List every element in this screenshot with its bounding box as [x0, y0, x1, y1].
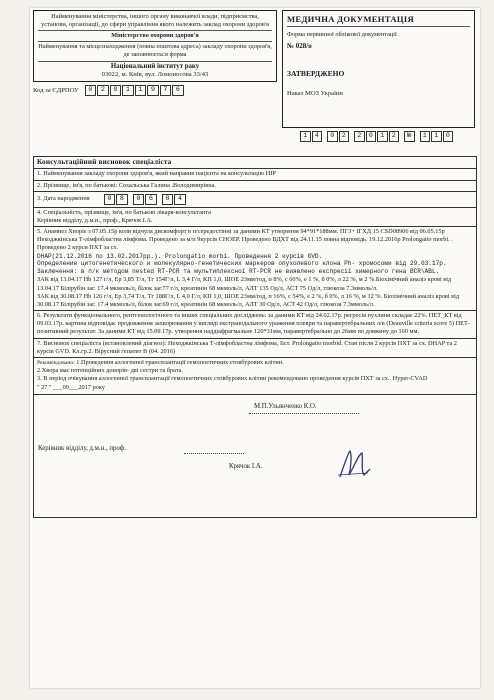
item-1: 1. Найменування закладу охорони здоров'я, який направив пацієнта на консультацію НІР: [33, 169, 477, 180]
order-digit: 1: [431, 131, 442, 142]
item-2: 2. Прізвище, ім'я, по батькові: Сохальська Галина .Володимирівна.: [33, 181, 477, 192]
signer-1-line: [249, 413, 359, 414]
rec-label: Рекомендовано:: [37, 359, 75, 366]
item-7: [33, 339, 477, 358]
birthdate-digit: 0: [104, 194, 116, 205]
consult-section: [33, 156, 477, 518]
document-sheet: [30, 8, 480, 688]
item-5-cytogenetics: Определение цитогенетического и молекулярно-генетических маркеров опухолевого клона Ph- хромосоми від 29.03.17р. Заключення: в п/к методом nested RT-PCR та мультиплексної RT-PCR не виявлено експресії химерного гена BCR\ABL.: [37, 260, 447, 276]
edrpou-digit: 1: [135, 85, 147, 96]
rec-1-line: [37, 359, 473, 367]
edrpou-digit: 9: [147, 85, 159, 96]
header-right: [282, 10, 475, 142]
order-digit: 0: [366, 131, 377, 142]
facility-address: 03022, м. Київ, вул. Ломоносова 33/43: [101, 71, 209, 79]
birthdate-cells: [104, 194, 187, 205]
handwritten-signature: [334, 445, 374, 485]
order-digit: 4: [312, 131, 323, 142]
item-5-lab-1: ЗАК від 13.04.17 Hb 127 г/л, Ер 3,85 Т/л, Тг 154Г/л, L 3,4 Г/л, КП 1,0, ШОЕ 23мм/год, п 8%, с 60%, е 1 %, б 0%, л 22 %, м 2 %.Біохімічний аналіз крові від 13.04.17 Білірубін заг. 17.4 мкмоль/л, білок заг.77 г/л, креатинін 68 мкмоль/л, АЛТ 135 Од/л, АСТ 75 Од/л, глюкоза 7.3ммоль/л.: [37, 276, 452, 292]
edrpou-digit: 0: [110, 85, 122, 96]
item-4-label: 4. Спеціальність, прізвище, ім'я, по батькові лікаря-консультанта: [37, 208, 211, 216]
item-7-diagnosis: 7. Висновок спеціаліста (встановлений діагноз): Неходжкінська Т-лімфобластна лімфома, Ііст. Prolongatio morbid. Стан після 2 курсів ПХТ за сх. DHAP та 2 курсів GVD. Кл.гр.2. Вірусний гепатит В (04. 2016): [37, 339, 457, 355]
head-sign-line: [184, 453, 244, 454]
item-5-therapy: DHAP(21.12.2016 по 13.02.2017рр.). Prolongatio morbi. Проведення 2 курсів GVD.: [37, 252, 323, 260]
item-5: [33, 227, 477, 311]
signature-area: [33, 395, 477, 518]
birthdate-label: 3. Дата народження: [37, 195, 90, 203]
birthdate-digit: 6: [145, 194, 157, 205]
head-label: Керівник відділу, д.м.н., проф.: [38, 444, 126, 452]
form-label: Форма первинної облікової документації: [287, 31, 397, 38]
order-digit: 2: [339, 131, 350, 142]
item-5-anamnesis: 5. Анамнез Хворіє з 07.05.15р коли відчула дискомфорт в п/середостінні за даними КТ утворення 94*91*188мм. ПГЗ+ ІГХД 15 CSD08906 від 06.05.15р Неходжкінська Т-лімфобластна лімфома. Проведено за м/п 9курсів CHOEP. Проведено ВДХТ від 24.11.15 повна відповідь. 19.12.2016р Prolongatio morbi. . Проведено 2 курси ПХТ за сх.: [37, 228, 453, 252]
birthdate-digit: 8: [162, 194, 174, 205]
edrpou-row: [33, 85, 277, 96]
rec-2: 2.Хвора має потенційних донорів- дві сестри та брата.: [37, 367, 184, 375]
date-line: " 27 " ___09___2017 року: [37, 384, 105, 392]
birthdate-digit: 4: [174, 194, 186, 205]
form-number: № 028/о: [287, 41, 312, 50]
item-4: [33, 208, 477, 227]
order-digit: 1: [377, 131, 388, 142]
order-digit: 2: [389, 131, 400, 142]
recommendations: [33, 358, 477, 395]
edrpou-label: Код за ЄДРПОУ: [33, 87, 79, 95]
item-5-lab-2: ЗАК від 30.08.17 Hb 126 г/л, Ер 3,74 Т/л, Тг 188Г/л, L 4,0 Г/л, КП 1,0, ШОЕ 23мм/год, п 16%, с 54%, е 2 %, б 0%, л 16 %, м 12 %. Біохімічний аналіз крові від 30.08.17 Білірубін заг. 17.4 мкмоль/л, білок заг.69 г/л, креатинін 68 мкмоль/л, АЛТ 30 Од/л, АСТ 42 Од/л, глюкоза 7.3ммоль/л.: [37, 292, 460, 308]
order-digit: 1: [420, 131, 431, 142]
edrpou-digit: 2: [97, 85, 109, 96]
edrpou-digit: 1: [122, 85, 134, 96]
order-digit: 0: [443, 131, 454, 142]
birthdate-digit: 0: [133, 194, 145, 205]
consult-title: Консультаційний висновок спеціаліста: [33, 156, 477, 169]
rec-1: 1.Проведення аллогенної трансплантації гемопоетичних стовбурових клітин.: [76, 358, 284, 366]
header-left: [33, 10, 277, 96]
rec-3: 3. В період очікування аллогенної трансплантації гемопоетичних стовбурових клітин рекомендовано проведення курсів ПХТ за сх.. Hyper-CVAD: [37, 375, 428, 383]
doc-box: [282, 10, 475, 128]
order-digit: 2: [354, 131, 365, 142]
signer-1-name: М.П.Ульянченко К.О.: [254, 402, 317, 410]
order-digit: №: [404, 131, 415, 142]
edrpou-cells: [85, 85, 185, 96]
ministry-value: Міністерство охорони здоров'я: [38, 30, 272, 40]
edrpou-digit: 6: [172, 85, 184, 96]
item-6: 6. Результати функціонального, рентгенологічного та інших спеціальних досліджень: за даними КТ від 24.02.17р. регресія пухлини складає 22%. ПЕТ_КТ від 09.03.17р. картина відповідає продовження захворювання у вигляді екстранодального ураження плеври та паравертебральних л/в (Deauville criteria score 5) ПЕТ-позитивний результат. За даними КТ від 15.09.17р. утворення наддіафрагмальне 120*31мм, паравертебрально до 26мм по довжину до 160 мм.: [33, 311, 477, 339]
ministry-box: [33, 10, 277, 82]
approved-label: ЗАТВЕРДЖЕНО: [287, 68, 345, 78]
signer-2-name: Крячок І.А.: [229, 462, 263, 470]
order-digit: 1: [300, 131, 311, 142]
facility-label: Найменування та місцезнаходження (повна поштова адреса) закладу охорони здоров'я, де заповнюється форма: [38, 42, 272, 58]
item-4-value: Керівник відділу, д.м.н., проф., Крячок І.А.: [37, 216, 153, 224]
doc-title: МЕДИЧНА ДОКУМЕНТАЦІЯ: [287, 14, 470, 27]
facility-name: Національний інститут раку: [38, 61, 272, 71]
item-3: [33, 192, 477, 208]
ministry-label: Найменування міністерства, іншого органу виконавчої влади, підприємства, установи, організації, до сфери управління якого належить заклад охорони здоров'я: [41, 13, 269, 28]
birthdate-digit: 8: [116, 194, 128, 205]
edrpou-digit: 7: [160, 85, 172, 96]
order-digit: 0: [327, 131, 338, 142]
edrpou-digit: 0: [85, 85, 97, 96]
order-cells: [300, 131, 475, 142]
order-label: Наказ МОЗ України: [287, 89, 343, 97]
